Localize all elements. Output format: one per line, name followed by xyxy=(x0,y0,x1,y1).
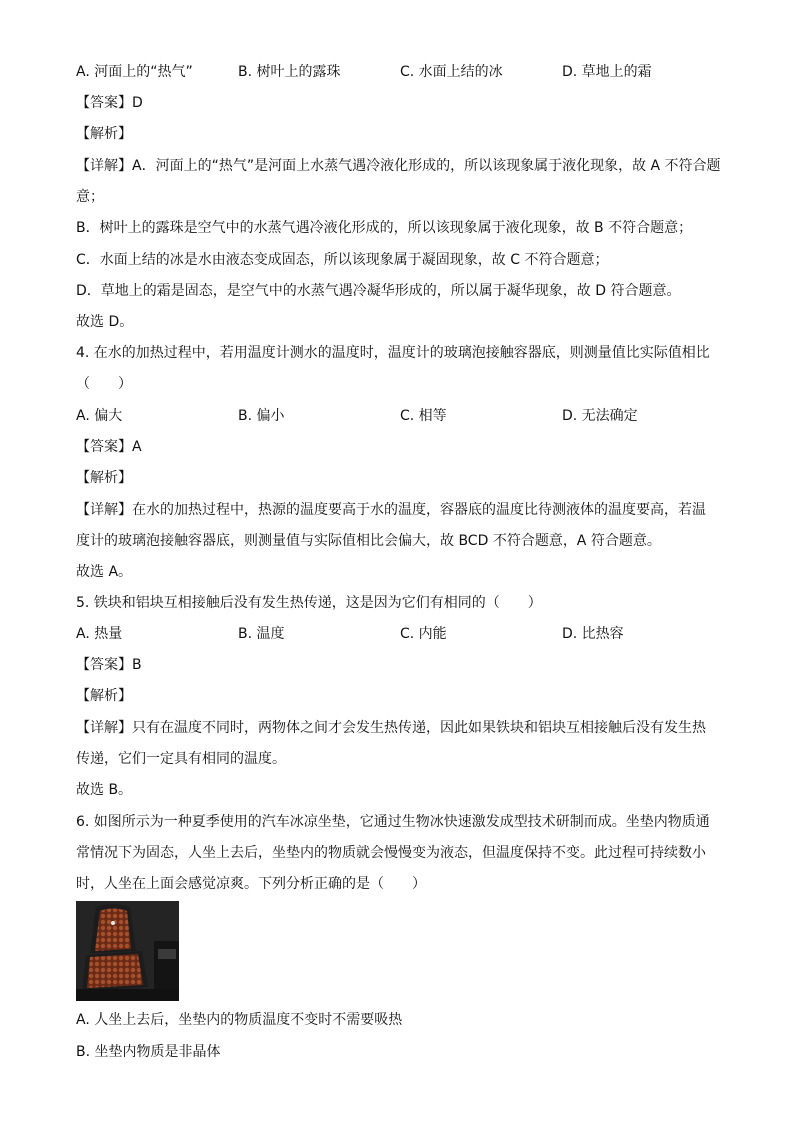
car-seat-icon xyxy=(76,901,179,1001)
q3-conclusion: 故选 D。 xyxy=(76,314,134,330)
q5-analysis-heading: 【解析】 xyxy=(76,688,132,704)
q5-detail-line: 【详解】只有在温度不同时，两物体之间才会发生热传递，因此如果铁块和铝块互相接触后没有发生热 xyxy=(76,720,706,736)
q4-stem-line: （ ） xyxy=(76,376,132,392)
q4-option-a: A. 偏大 xyxy=(76,408,123,424)
q3-detail-line: 【详解】A．河面上的“热气”是河面上水蒸气遇冷液化形成的，所以该现象属于液化现象，故 A 不符合题 xyxy=(76,158,721,174)
q3-analysis-heading: 【解析】 xyxy=(76,126,132,142)
car-seat-cushion-photo xyxy=(76,901,179,1001)
q3-detail-line: 意； xyxy=(76,189,104,205)
q5-answer: 【答案】B xyxy=(76,657,142,673)
q3-option-d: D. 草地上的霜 xyxy=(562,64,652,80)
q5-options xyxy=(76,624,726,644)
q3-option-a: A. 河面上的“热气” xyxy=(76,64,193,80)
q5-conclusion: 故选 B。 xyxy=(76,782,133,798)
q4-detail-line: 度计的玻璃泡接触容器底，则测量值与实际值相比会偏大，故 BCD 不符合题意，A 符合题意。 xyxy=(76,533,661,549)
q4-conclusion: 故选 A。 xyxy=(76,564,133,580)
q5-option-c: C. 内能 xyxy=(400,626,447,642)
q3-detail-line: B．树叶上的露珠是空气中的水蒸气遇冷液化形成的，所以该现象属于液化现象，故 B 不符合题意； xyxy=(76,220,693,236)
q4-answer: 【答案】A xyxy=(76,439,142,455)
q3-options xyxy=(76,62,726,82)
q6-stem-line: 时，人坐在上面会感觉凉爽。下列分析正确的是（ ） xyxy=(76,876,426,892)
q3-option-b: B. 树叶上的露珠 xyxy=(238,64,341,80)
q4-option-b: B. 偏小 xyxy=(238,408,285,424)
q5-option-d: D. 比热容 xyxy=(562,626,624,642)
q6-stem-line: 常情况下为固态，人坐上去后，坐垫内的物质就会慢慢变为液态，但温度保持不变。此过程可持续数小 xyxy=(76,845,706,861)
q4-options xyxy=(76,406,726,426)
q5-option-b: B. 温度 xyxy=(238,626,285,642)
q4-detail-line: 【详解】在水的加热过程中，热源的温度要高于水的温度，容器底的温度比待测液体的温度要高，若温 xyxy=(76,502,706,518)
q4-stem-line: 4. 在水的加热过程中，若用温度计测水的温度时，温度计的玻璃泡接触容器底，则测量值比实际值相比 xyxy=(76,345,710,361)
q5-option-a: A. 热量 xyxy=(76,626,123,642)
q6-stem-line: 6. 如图所示为一种夏季使用的汽车冰凉坐垫，它通过生物冰快速激发成型技术研制而成。坐垫内物质通 xyxy=(76,814,710,830)
q3-option-c: C. 水面上结的冰 xyxy=(400,64,503,80)
q6-option-b: B. 坐垫内物质是非晶体 xyxy=(76,1044,221,1060)
q4-option-c: C. 相等 xyxy=(400,408,447,424)
q4-analysis-heading: 【解析】 xyxy=(76,470,132,486)
q5-detail-line: 传递，它们一定具有相同的温度。 xyxy=(76,751,286,767)
q4-option-d: D. 无法确定 xyxy=(562,408,638,424)
q3-detail-line: D．草地上的霜是固态，是空气中的水蒸气遇冷凝华形成的，所以属于凝华现象，故 D 符合题意。 xyxy=(76,283,681,299)
q3-answer: 【答案】D xyxy=(76,95,143,111)
q5-stem-line: 5. 铁块和铝块互相接触后没有发生热传递，这是因为它们有相同的（ ） xyxy=(76,595,542,611)
q6-option-a: A. 人坐上去后，坐垫内的物质温度不变时不需要吸热 xyxy=(76,1012,403,1028)
q3-detail-line: C．水面上结的冰是水由液态变成固态，所以该现象属于凝固现象，故 C 不符合题意； xyxy=(76,252,609,268)
